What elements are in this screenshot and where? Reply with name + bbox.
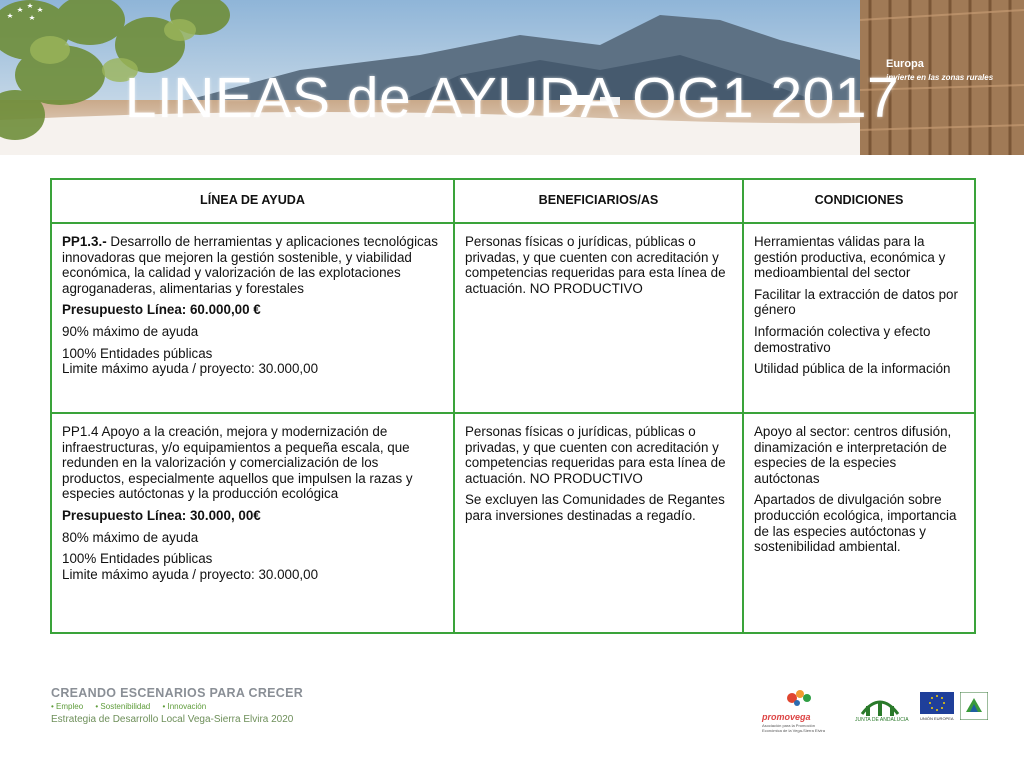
header-linea: LÍNEA DE AYUDA [51, 179, 454, 223]
max-aid: 80% máximo de ayuda [62, 529, 199, 545]
linea-code: PP1.3.- [62, 234, 107, 249]
cell-beneficiarios [454, 223, 743, 413]
promovega-subtitle: Asociación para la Promoción Económica de la Vega-Sierra Elvira [762, 723, 825, 733]
cell-linea [51, 413, 454, 633]
linea-code: PP1.4 [62, 424, 99, 439]
condition-text: Utilidad pública de la información [754, 361, 951, 377]
cell-linea [51, 223, 454, 413]
linea-text: Apoyo a la creación, mejora y modernización de infraestructuras, y/o equipamientos a pequeña escala, que redunden en la valorización y comercialización de los productos, especialmente aquellos que impulsen la razas y especies autóctonas y la producción ecológica [62, 424, 413, 502]
public-entities [62, 346, 443, 377]
footer-title: CREANDO ESCENARIOS PARA CRECER [51, 686, 304, 700]
public-entities [62, 551, 443, 582]
eu-name: UNIÓN EUROPEA [920, 716, 954, 721]
tag-innovacion: • Innovación [162, 702, 207, 711]
footer-tags [51, 702, 216, 711]
junta-andalucia-logo-icon [850, 690, 910, 730]
slide-title: LINEAS de AYUDA OG1 2017 [124, 66, 900, 130]
europa-title: Europa [886, 58, 924, 70]
beneficiary-text: Personas físicas o jurídicas, públicas o privadas, y que cuenten con acreditación y competencias requeridas para esta línea de actuación. NO PRODUCTIVO [465, 234, 726, 296]
condition-text: Facilitar la extracción de datos por género [754, 286, 958, 318]
entities-text: 100% Entidades públicas [62, 345, 213, 361]
header-beneficiarios: BENEFICIARIOS/AS [454, 179, 743, 223]
max-limit-text: Limite máximo ayuda / proyecto: 30.000,00 [62, 361, 319, 377]
tag-empleo: • Empleo [51, 702, 84, 711]
budget-line: Presupuesto Línea: 30.000, 00€ [62, 507, 261, 523]
table-header-row [51, 179, 975, 223]
junta-name: JUNTA DE ANDALUCIA [855, 717, 909, 723]
linea-description [62, 424, 443, 502]
leader-logo-icon [960, 692, 988, 720]
cell-condiciones [743, 223, 975, 413]
linea-description [62, 234, 443, 296]
beneficiary-text: Personas físicas o jurídicas, públicas o privadas, y que cuenten con acreditación y competencias requeridas para esta línea de actuación. NO PRODUCTIVO [465, 424, 726, 486]
header-condiciones: CONDICIONES [743, 179, 975, 223]
linea-text: Desarrollo de herramientas y aplicaciones tecnológicas innovadoras que mejoren la gestión sostenible, y viabilidad económica, la calidad y valorización de las explotaciones agroganaderas, alimentarias y forestales [62, 234, 438, 296]
condition-text: Apartados de divulgación sobre producción ecológica, importancia de las especies autóctonas y sostenibilidad ambiental. [754, 492, 957, 555]
europa-stars-icon [0, 0, 50, 28]
footer-strategy: Estrategia de Desarrollo Local Vega-Sierra Elvira 2020 [51, 714, 294, 725]
table-row [51, 413, 975, 633]
condition-text: Herramientas válidas para la gestión productiva, económica y medioambiental del sector [754, 234, 946, 281]
beneficiary-text: Se excluyen las Comunidades de Regantes para inversiones destinadas a regadío. [465, 492, 725, 523]
promovega-logo-icon [760, 688, 840, 728]
eu-flag-icon [920, 692, 954, 714]
header-banner [0, 0, 1024, 155]
budget-line: Presupuesto Línea: 60.000,00 € [62, 302, 261, 318]
max-aid: 90% máximo de ayuda [62, 323, 199, 339]
max-limit-text: Limite máximo ayuda / proyecto: 30.000,00 [62, 566, 319, 582]
condition-text: Información colectiva y efecto demostrativo [754, 323, 931, 355]
condition-text: Apoyo al sector: centros difusión, dinamización e interpretación de especies de la especies autóctonas [754, 424, 952, 486]
cell-condiciones [743, 413, 975, 633]
europa-subtitle: invierte en las zonas rurales [886, 73, 994, 82]
aid-lines-table [50, 178, 976, 634]
entities-text: 100% Entidades públicas [62, 551, 213, 567]
table-row [51, 223, 975, 413]
tag-sostenibilidad: • Sostenibilidad [95, 702, 151, 711]
cell-beneficiarios [454, 413, 743, 633]
promovega-name: promovega [762, 712, 811, 722]
